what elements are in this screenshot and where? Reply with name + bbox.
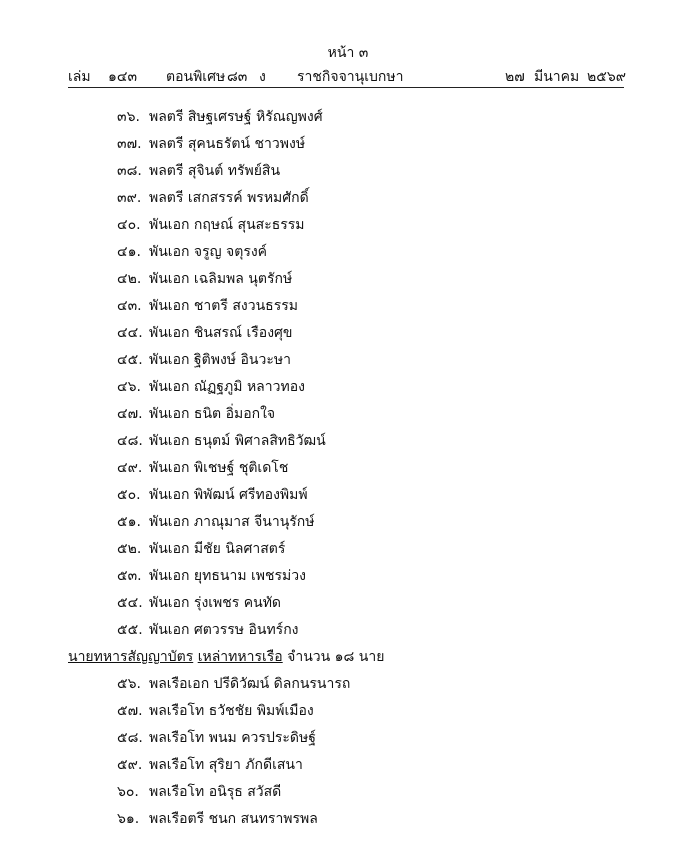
item-number: ๕๖. [117,676,141,692]
item-name: พันเอก ชินสรณ์ เรืองศุข [149,325,293,341]
section-heading [68,646,384,668]
item-name: พลตรี สุคนธรัตน์ ชาวพงษ์ [149,136,306,152]
item-name: พันเอก ณัฏฐภูมิ หลาวทอง [149,379,305,395]
list-item [117,808,318,830]
item-name: พันเอก มีชัย นิลศาสตร์ [149,541,286,557]
list-item [117,457,288,479]
item-number: ๓๗. [117,136,142,152]
section-heading-category: นายทหารสัญญาบัตร [68,649,194,665]
header-rule [68,87,624,88]
list-item [117,187,309,209]
item-name: พลตรี เสกสรรค์ พรหมศักดิ์ [149,190,309,206]
list-item [117,241,267,263]
item-number: ๖๑. [117,811,140,827]
section-label: ตอนพิเศษ [166,69,226,85]
item-number: ๕๔. [117,595,143,611]
list-item [117,322,293,344]
list-item [117,403,275,425]
date-month: มีนาคม [534,69,580,85]
item-name: พันเอก พิเชษฐ์ ชุติเดโช [149,460,289,476]
list-item [117,619,299,641]
list-item [117,673,350,695]
list-item [117,268,292,290]
list-item [117,592,281,614]
list-item [117,565,306,587]
item-name: พลตรี สิษฐเศรษฐ์ หิรัณญพงศ์ [149,109,323,125]
item-name: พลเรือโท ธวัชชัย พิมพ์เมือง [149,703,314,719]
list-item [117,349,291,371]
item-number: ๔๐. [117,217,141,233]
item-number: ๔๗. [117,406,143,422]
item-number: ๔๘. [117,433,143,449]
gazette-name: ราชกิจจานุเบกษา [297,69,404,85]
page-number: หน้า ๓ [327,45,369,61]
section-type: ง [259,69,266,85]
item-name: พันเอก ศตวรรษ อินทร์กง [149,622,299,638]
item-name: พลตรี สุจินต์ ทรัพย์สิน [149,163,281,179]
item-number: ๔๙. [117,460,143,476]
item-name: พันเอก จรูญ จตุรงค์ [149,244,268,260]
item-number: ๓๙. [117,190,142,206]
list-item [117,160,280,182]
item-name: พันเอก ชาตรี สงวนธรรม [149,298,298,314]
list-item [117,700,314,722]
item-name: พลเรือเอก ปรีดิวัฒน์ ดิลกนรนารถ [149,676,351,692]
item-number: ๓๖. [117,109,140,125]
list-item [117,430,326,452]
item-name: พลเรือโท สุริยา ภักดีเสนา [149,757,303,773]
item-name: พันเอก รุ่งเพชร คนทัด [149,595,282,611]
list-item [117,538,285,560]
item-number: ๕๘. [117,730,143,746]
item-number: ๕๙. [117,757,143,773]
list-item [117,133,305,155]
date-year: ๒๕๖๙ [587,69,626,85]
item-number: ๕๕. [117,622,143,638]
volume-number: ๑๔๓ [108,69,138,85]
list-item [117,106,323,128]
item-number: ๔๑. [117,244,141,260]
item-number: ๔๖. [117,379,141,395]
item-name: พันเอก ฐิติพงษ์ อินวะษา [149,352,291,368]
item-name: พันเอก กฤษณ์ สุนสะธรรม [149,217,305,233]
list-item [117,754,303,776]
item-name: พันเอก ภาณุมาส จีนานุรักษ์ [149,514,315,530]
item-number: ๖๐. [117,784,139,800]
list-item [117,214,305,236]
item-number: ๓๘. [117,163,142,179]
item-number: ๕๒. [117,541,142,557]
list-item [117,781,281,803]
item-name: พันเอก เฉลิมพล นุตรักษ์ [149,271,293,287]
list-item [117,727,316,749]
item-number: ๔๒. [117,271,142,287]
list-item [117,295,298,317]
list-item [117,484,308,506]
section-number: ๘๓ [227,69,248,85]
item-name: พลเรือโท พนม ควรประดิษฐ์ [149,730,316,746]
item-number: ๔๔. [117,325,143,341]
item-name: พลเรือตรี ชนก สนทราพรพล [149,811,318,827]
item-name: พันเอก ยุทธนาม เพชรม่วง [149,568,306,584]
section-heading-branch: เหล่าทหารเรือ [197,649,283,665]
item-number: ๔๓. [117,298,142,314]
item-number: ๕๗. [117,703,143,719]
date-day: ๒๗ [505,69,525,85]
item-name: พันเอก ธนิต อิ่มอกใจ [149,406,276,422]
list-item [117,376,305,398]
list-item [117,511,315,533]
item-number: ๔๕. [117,352,143,368]
item-number: ๕๑. [117,514,141,530]
volume-label: เล่ม [68,69,91,85]
section-heading-count: จำนวน ๑๘ นาย [287,649,385,665]
item-number: ๕๐. [117,487,141,503]
item-name: พลเรือโท อนิรุธ สวัสดี [149,784,282,800]
item-name: พันเอก พิพัฒน์ ศรีทองพิมพ์ [149,487,308,503]
item-name: พันเอก ธนุตม์ พิศาลสิทธิวัฒน์ [149,433,326,449]
item-number: ๕๓. [117,568,142,584]
